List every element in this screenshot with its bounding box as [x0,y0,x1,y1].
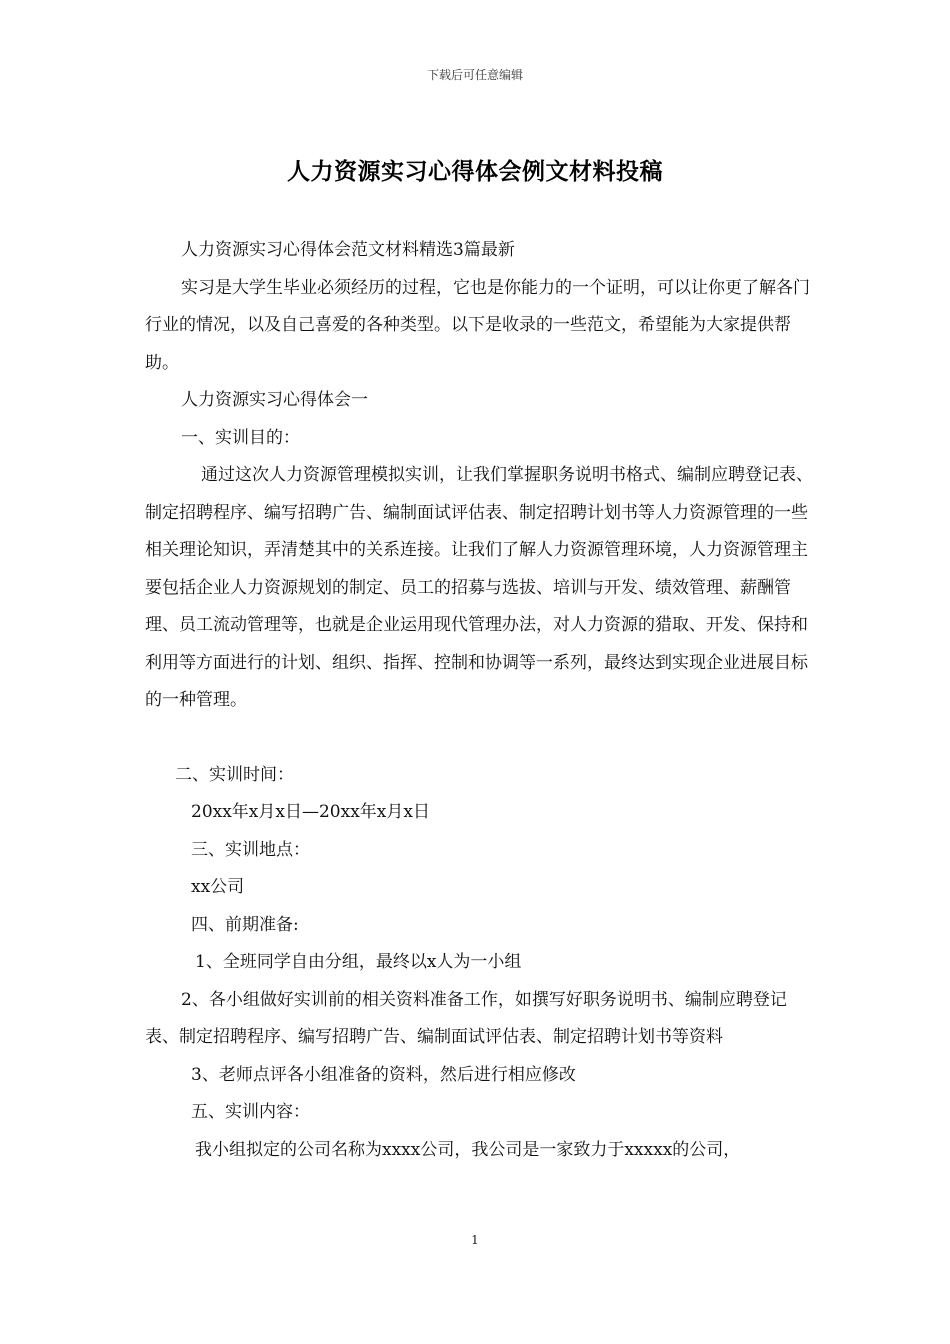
paragraph-prep-item-2: 2、各小组做好实训前的相关资料准备工作，如撰写好职务说明书、编制应聘登记表、制定招聘程序、编写招聘广告、编制面试评估表、制定招聘计划书等资料 [145,989,787,1047]
page-header: 下载后可任意编辑 [426,68,523,82]
paragraph-prep-item-1: 1、全班同学自由分组，最终以x人为一小组 [195,952,522,972]
paragraph-gap [145,720,815,757]
paragraph-heading-purpose: 一、实训目的： [181,427,300,448]
paragraph-intro: 实习是大学生毕业必须经历的过程，它也是你能力的一个证明，可以让你更了解各门行业的情况，以及自己喜爱的各种类型。以下是收录的一些范文，希望能为大家提供帮助。 [145,277,810,373]
paragraph-heading-preparation: 四、前期准备: [191,914,299,935]
paragraph-heading-location: 三、实训地点： [191,839,310,860]
paragraph-purpose-body: 通过这次人力资源管理模拟实训，让我们掌握职务说明书格式、编制应聘登记表、制定招聘程序、编写招聘广告、编制面试评估表、制定招聘计划书等人力资源管理的一些相关理论知识，弄清楚其中的关系连接。让我们了解人力资源管理环境，人力资源管理主要包括企业人力资源规划的制定、员工的招募与选拔、培训与开发、绩效管理、薪酬管理、员工流动管理等，也就是企业运用现代管理办法，对人力资源的猎取、开发、保持和利用等方面进行的计划、组织、指挥、控制和协调等一系列，最终达到实现企业进展目标的一种管理。 [145,465,813,710]
paragraph-heading-time: 二、实训时间： [175,764,294,785]
paragraph-prep-item-3: 3、老师点评各小组准备的资料，然后进行相应修改 [191,1064,576,1085]
document-title: 人力资源实习心得体会例文材料投稿 [287,158,663,185]
page-number: 1 [471,1233,479,1247]
paragraph-time-body: 20xx年x月x日—20xx年x月x日 [191,802,430,822]
paragraph-location-body: xx公司 [191,877,245,897]
paragraph-heading-content: 五、实训内容： [191,1102,310,1122]
paragraph-section-heading: 人力资源实习心得体会一 [181,390,368,410]
paragraph-subtitle: 人力资源实习心得体会范文材料精选3篇最新 [181,240,515,260]
document-body [145,232,815,1169]
paragraph-content-body: 我小组拟定的公司名称为xxxx公司，我公司是一家致力于xxxxx的公司， [195,1139,741,1160]
